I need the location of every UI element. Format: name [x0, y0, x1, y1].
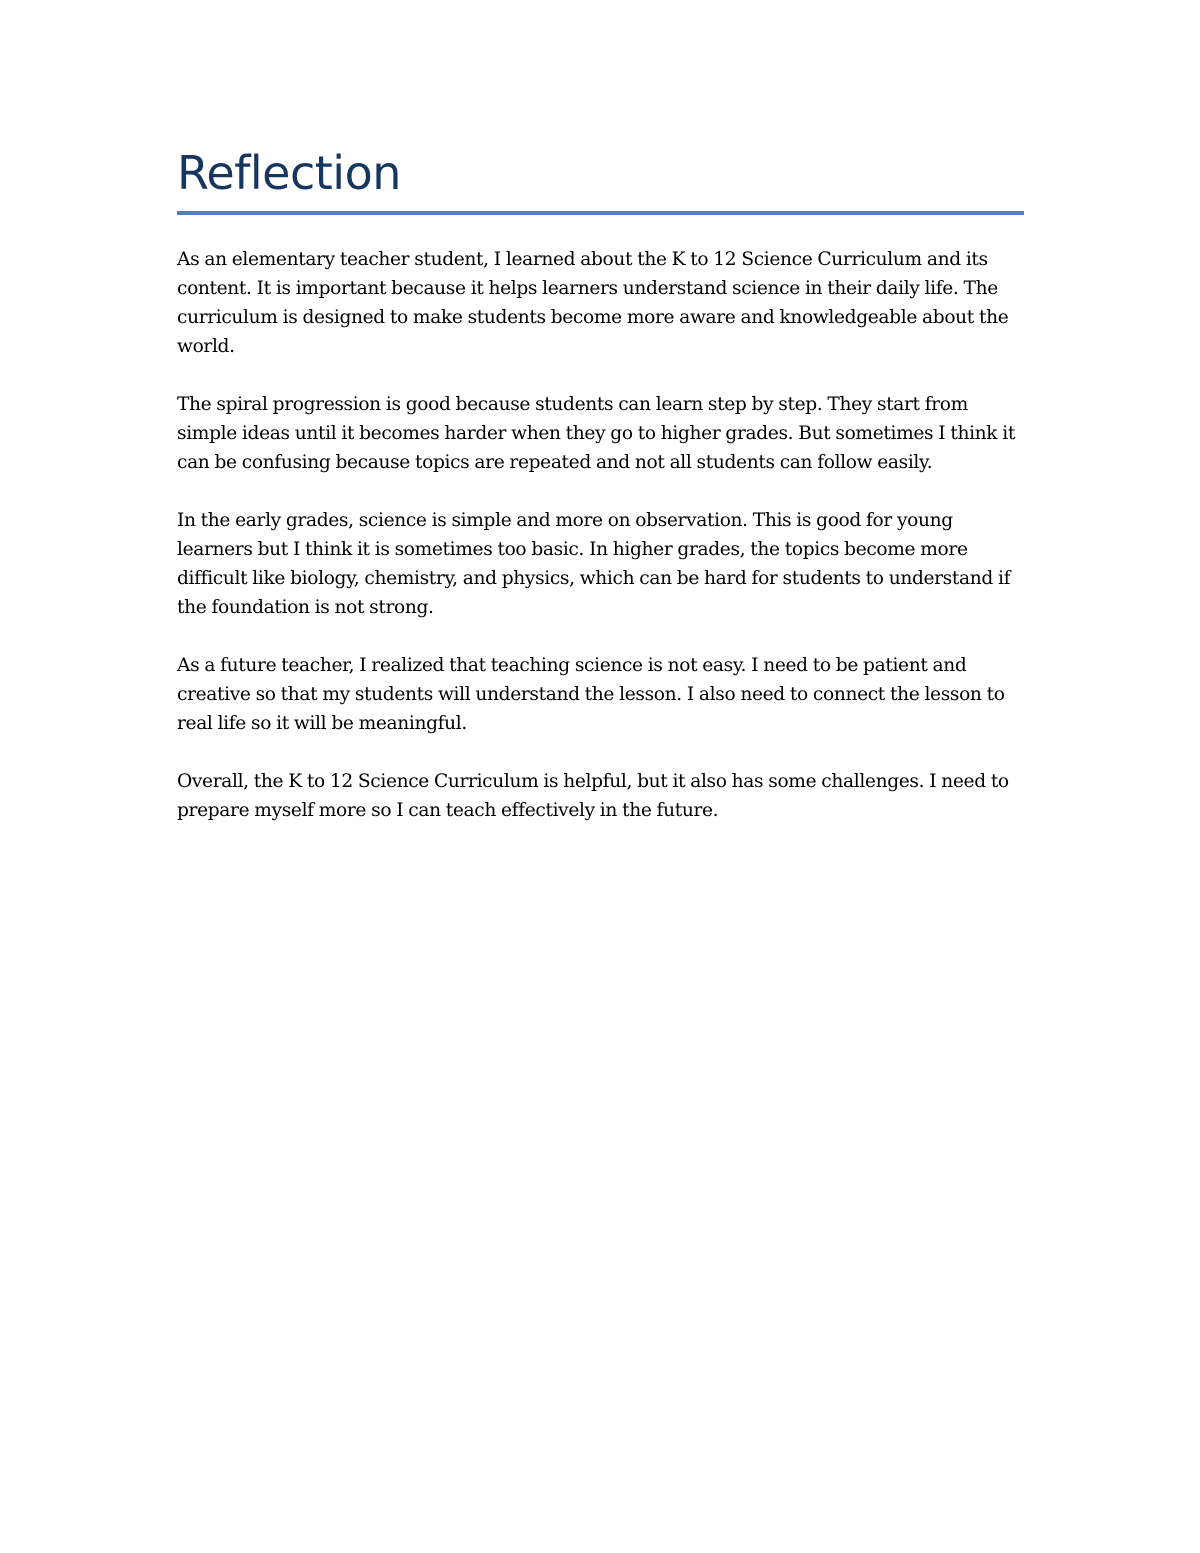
paragraph-future-teacher: As a future teacher, I realized that teaching science is not easy. I need to be patient and creative so that my students will understand the lesson. I also need to connect the lesson to real life so it will be meaningful. [177, 655, 1005, 734]
paragraph-grade-levels: In the early grades, science is simple and more on observation. This is good for young learners but I think it is sometimes too basic. In higher grades, the topics become more difficult like biology, chemistry, and physics, which can be hard for students to understand if the foundation is not strong. [177, 510, 1011, 618]
document-title: Reflection [177, 146, 401, 200]
document-content [177, 140, 1025, 854]
paragraph-spiral-progression: The spiral progression is good because students can learn step by step. They start from simple ideas until it becomes harder when they go to higher grades. But sometimes I think it can be confusing because topics are repeated and not all students can follow easily. [177, 394, 1015, 473]
paragraph-conclusion: Overall, the K to 12 Science Curriculum is helpful, but it also has some challenges. I need to prepare myself more so I can teach effectively in the future. [177, 771, 1009, 821]
paragraph-intro: As an elementary teacher student, I learned about the K to 12 Science Curriculum and its content. It is important because it helps learners understand science in their daily life. The curriculum is designed to make students become more aware and knowledgeable about the world. [177, 249, 1009, 357]
title-underline-rule [177, 211, 1024, 215]
document-body [177, 245, 1025, 825]
